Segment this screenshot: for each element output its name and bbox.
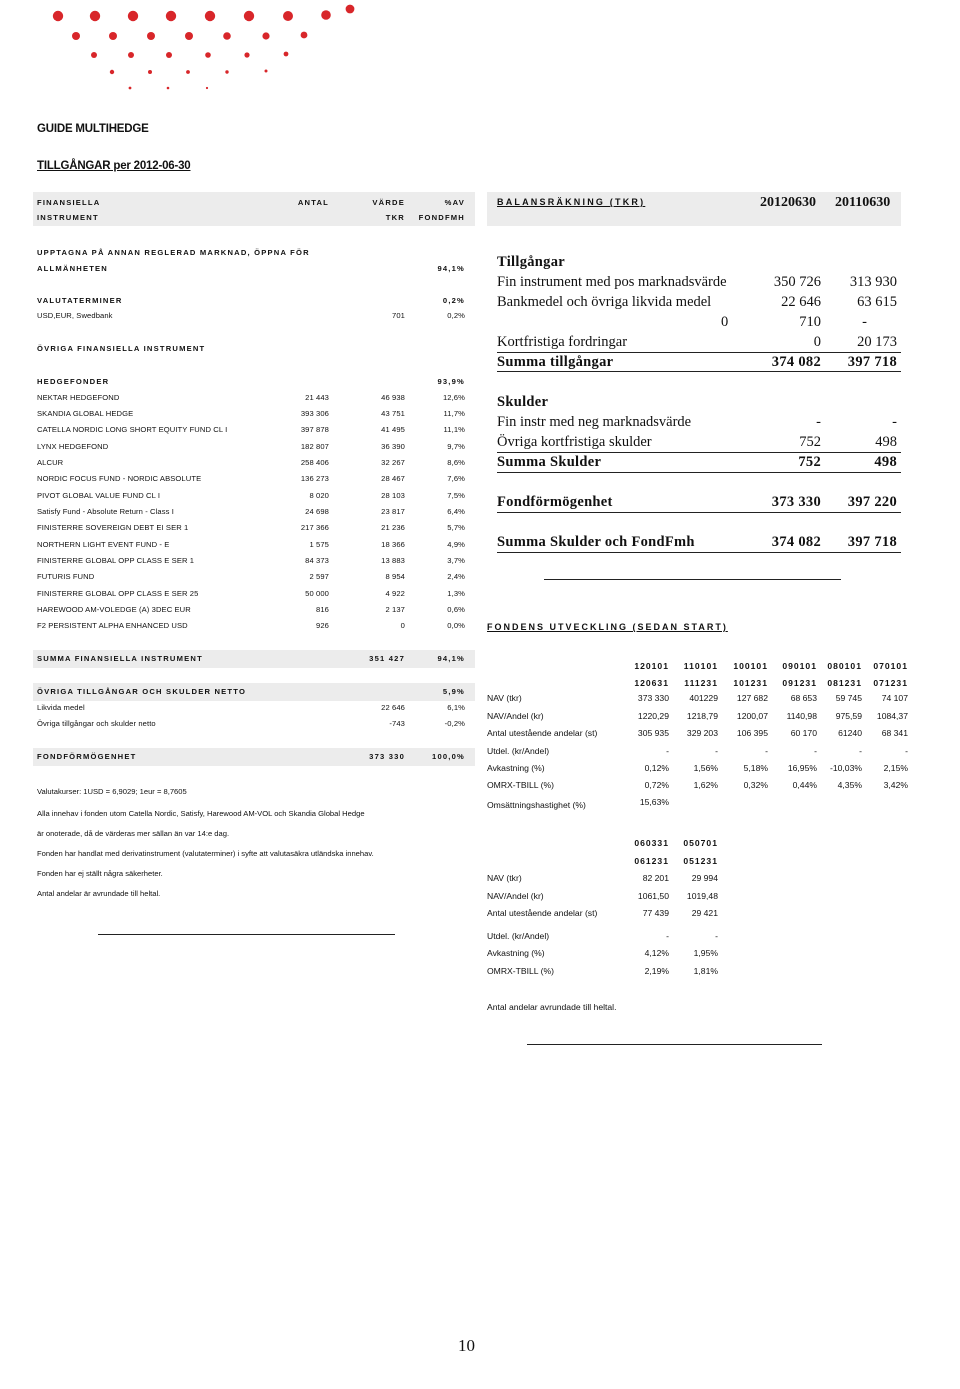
balance-stray-row: 0 710 - xyxy=(721,314,867,330)
dev-row-value: 77 439 xyxy=(642,908,669,918)
dev-row-value: 305 935 xyxy=(637,728,669,738)
decorative-dot xyxy=(205,11,215,21)
fund-capital-row: Fondförmögenhet 373 330 397 220 xyxy=(497,494,897,510)
holding-qty: 1 575 xyxy=(309,540,329,549)
decorative-dot xyxy=(148,70,152,74)
holding-value: 21 236 xyxy=(381,523,405,532)
dev-row-value: 127 682 xyxy=(736,693,768,703)
holding-value: 13 883 xyxy=(381,556,405,565)
dev-table2-header-start: 060331 050701 xyxy=(634,838,718,848)
col-instrument-header: FINANSIELLA xyxy=(37,198,101,207)
decorative-dot xyxy=(129,87,132,90)
holding-row xyxy=(37,621,467,633)
holding-value: 18 366 xyxy=(381,540,405,549)
dev-row-value: - xyxy=(666,931,669,941)
holding-pct: 4,9% xyxy=(447,540,465,549)
dev-row-value: 16,95% xyxy=(787,763,817,773)
balance-year-2: 20110630 xyxy=(835,195,891,210)
note-collateral: Fonden har ej ställt några säkerheter. xyxy=(37,869,163,878)
dev-row-value: 1019,48 xyxy=(686,891,718,901)
decorative-dot xyxy=(109,32,117,40)
holding-name: FINISTERRE GLOBAL OPP CLASS E SER 25 xyxy=(37,589,199,598)
holding-pct: 0,6% xyxy=(447,605,465,614)
holding-qty: 136 273 xyxy=(300,474,329,483)
hedge-section: HEDGEFONDER 93,9% xyxy=(37,377,465,386)
decorative-dot xyxy=(284,52,289,57)
dev-row xyxy=(487,693,908,705)
holdings-title: TILLGÅNGAR per 2012-06-30 xyxy=(37,160,191,172)
holding-value: 8 954 xyxy=(385,572,405,581)
note-valuation: är onoterade, då de värderas mer sällan än var 14:e dag. xyxy=(37,829,230,838)
dev-row-value: 59 745 xyxy=(835,693,862,703)
dev-row-value: 2,19% xyxy=(644,966,669,976)
col-value-header-2: TKR xyxy=(385,213,405,222)
holding-pct: 11,7% xyxy=(443,409,465,418)
fx-item: USD,EUR, Swedbank 701 0,2% xyxy=(37,311,465,320)
dev-row-value: -10,03% xyxy=(829,763,862,773)
decorative-dot xyxy=(223,32,231,40)
dev-row-value: 0,44% xyxy=(792,780,817,790)
other-instruments-section: ÖVRIGA FINANSIELLA INSTRUMENT xyxy=(37,344,206,353)
holding-row xyxy=(37,442,467,454)
col-value-header: VÄRDE xyxy=(372,198,405,207)
dev-row-value: 373 330 xyxy=(637,693,669,703)
dev-row-label: Utdel. (kr/Andel) xyxy=(487,746,550,756)
dev-row-label: Avkastning (%) xyxy=(487,948,545,958)
holding-value: 23 817 xyxy=(381,507,405,516)
col-pct-header: %AV xyxy=(444,198,465,207)
dev-row-label: OMRX-TBILL (%) xyxy=(487,966,555,976)
dev-row-value: 1,95% xyxy=(693,948,718,958)
dev-row-value: 1061,50 xyxy=(637,891,669,901)
dev-row-value: 1218,79 xyxy=(686,711,718,721)
dev-row-label: NAV (tkr) xyxy=(487,693,522,703)
decorative-dot xyxy=(128,52,134,58)
page-number: 10 xyxy=(458,1336,475,1355)
decorative-dot xyxy=(147,32,155,40)
decorative-dot xyxy=(206,87,208,89)
balance-title: BALANSRÄKNING (TKR) xyxy=(497,197,646,207)
total-row: Summa Skulder och FondFmh 374 082 397 718 xyxy=(497,534,897,550)
decorative-dot xyxy=(321,10,331,20)
dev-row-value: 0,72% xyxy=(644,780,669,790)
dev-table1-header-end: 120631 111231 101231 091231 081231 071231 xyxy=(634,678,908,688)
dev-row-value: 2,15% xyxy=(883,763,908,773)
holding-row xyxy=(37,425,467,437)
dev-row-value: 1084,37 xyxy=(876,711,908,721)
dev-row-value: - xyxy=(859,746,862,756)
holding-qty: 182 807 xyxy=(300,442,329,451)
dev-row xyxy=(487,908,901,920)
dev-row-value: 29 421 xyxy=(691,908,718,918)
holding-pct: 6,4% xyxy=(447,507,465,516)
page-title: GUIDE MULTIHEDGE xyxy=(37,123,149,135)
dev-row xyxy=(487,711,908,723)
holding-pct: 3,7% xyxy=(447,556,465,565)
decorative-dot xyxy=(91,52,97,58)
dev-row-value: - xyxy=(765,746,768,756)
dev-row-value: 61240 xyxy=(838,728,862,738)
holding-value: 0 xyxy=(400,621,405,630)
decorative-dot xyxy=(225,70,228,73)
decorative-dot xyxy=(110,70,114,74)
decorative-dot xyxy=(301,32,308,39)
holding-name: ALCUR xyxy=(37,458,64,467)
holding-pct: 11,1% xyxy=(443,425,465,434)
decorative-dot xyxy=(90,11,100,21)
col-instrument-header-2: INSTRUMENT xyxy=(37,213,99,222)
holdings-header-row2 xyxy=(37,213,467,225)
decorative-dot xyxy=(244,52,249,57)
underline xyxy=(497,371,901,372)
decorative-dot xyxy=(346,5,355,14)
sum-row: SUMMA FINANSIELLA INSTRUMENT 351 427 94,1% xyxy=(37,654,465,663)
fund-row: FONDFÖRMÖGENHET 373 330 100,0% xyxy=(37,752,465,761)
dev-row-value: - xyxy=(905,746,908,756)
dev-row-value: 1,81% xyxy=(693,966,718,976)
holding-row xyxy=(37,491,467,503)
balance-row: Fin instrument med pos marknadsvärde 350 726 313 930 xyxy=(497,274,897,290)
dev-row-label: NAV (tkr) xyxy=(487,873,522,883)
col-pct-header-2: FONDFMH xyxy=(418,213,465,222)
decorative-dot xyxy=(265,70,268,73)
dev-row xyxy=(487,728,908,740)
holding-value: 46 938 xyxy=(381,393,405,402)
dev-row-label: OMRX-TBILL (%) xyxy=(487,780,555,790)
dev-row-value: 329 203 xyxy=(686,728,718,738)
note-derivatives: Fonden har handlat med derivatinstrument (valutaterminer) i syfte att valutasäkra utländska innehav. xyxy=(37,849,374,858)
holding-name: CATELLA NORDIC LONG SHORT EQUITY FUND CL I xyxy=(37,425,228,434)
holding-qty: 258 406 xyxy=(300,458,329,467)
dev-row-value: 106 395 xyxy=(736,728,768,738)
holding-row xyxy=(37,458,467,470)
holding-row xyxy=(37,589,467,601)
dev-row-value: 74 107 xyxy=(881,693,908,703)
decorative-dot xyxy=(185,32,193,40)
holding-name: SKANDIA GLOBAL HEDGE xyxy=(37,409,134,418)
dev-row-value: - xyxy=(715,746,718,756)
holding-qty: 24 698 xyxy=(305,507,329,516)
dev-row xyxy=(487,763,908,775)
liabilities-sum-row: Summa Skulder 752 498 xyxy=(497,454,897,470)
holding-name: FINISTERRE GLOBAL OPP CLASS E SER 1 xyxy=(37,556,195,565)
dev-table2-header-end: 061231 051231 xyxy=(634,856,718,866)
holding-pct: 1,3% xyxy=(447,589,465,598)
holdings-header-row1 xyxy=(37,198,467,210)
holding-row xyxy=(37,507,467,519)
dev-row xyxy=(487,966,901,978)
dev-row-value: 5,18% xyxy=(743,763,768,773)
holding-row xyxy=(37,556,467,568)
other-assets-row: Övriga tillgångar och skulder netto -743 -0,2% xyxy=(37,719,465,728)
holding-qty: 816 xyxy=(316,605,329,614)
divider-right xyxy=(544,579,841,580)
holding-qty: 217 366 xyxy=(300,523,329,532)
holding-row xyxy=(37,474,467,486)
holding-qty: 397 878 xyxy=(300,425,329,434)
other-net-row: ÖVRIGA TILLGÅNGAR OCH SKULDER NETTO 5,9% xyxy=(37,687,465,696)
holding-name: NORTHERN LIGHT EVENT FUND - E xyxy=(37,540,170,549)
dev-row xyxy=(487,746,908,758)
holding-value: 36 390 xyxy=(381,442,405,451)
holding-qty: 50 000 xyxy=(305,589,329,598)
underline xyxy=(497,452,901,453)
holding-row xyxy=(37,540,467,552)
holding-row xyxy=(37,572,467,584)
holding-pct: 12,6% xyxy=(442,393,465,402)
dev-row-value: 4,35% xyxy=(837,780,862,790)
holding-row xyxy=(37,605,467,617)
decorative-dot xyxy=(166,11,176,21)
note-holdings: Alla innehav i fonden utom Catella Nordic, Satisfy, Harewood AM-VOL och Skandia Global Hedge xyxy=(37,809,365,818)
holding-value: 2 137 xyxy=(385,605,405,614)
decorative-dot xyxy=(262,32,269,39)
dev-row-value: 1140,98 xyxy=(786,711,817,721)
dev-row-value: 1220,29 xyxy=(637,711,669,721)
dev-row-value: 4,12% xyxy=(644,948,669,958)
holding-pct: 2,4% xyxy=(447,572,465,581)
listed-section-line2: ALLMÄNHETEN 94,1% xyxy=(37,264,465,273)
assets-title: Tillgångar xyxy=(497,254,565,270)
dev-row xyxy=(487,891,901,903)
cash-row: Likvida medel 22 646 6,1% xyxy=(37,703,465,712)
decorative-dot xyxy=(244,11,254,21)
dev-row-value: 3,42% xyxy=(883,780,908,790)
holding-value: 41 495 xyxy=(381,425,405,434)
holding-row xyxy=(37,409,467,421)
dev-row xyxy=(487,948,901,960)
dev-row-value: 401229 xyxy=(689,693,718,703)
holding-name: HAREWOOD AM-VOLEDGE (A) 3DEC EUR xyxy=(37,605,191,614)
dev-row-value: 0,32% xyxy=(743,780,768,790)
holding-qty: 393 306 xyxy=(300,409,329,418)
dev-row xyxy=(487,780,908,792)
note-fx: Valutakurser: 1USD = 6,9029; 1eur = 8,7605 xyxy=(37,787,187,796)
dev-row-value: 0,12% xyxy=(644,763,669,773)
holding-pct: 5,7% xyxy=(447,523,465,532)
dev-row xyxy=(487,931,901,943)
holding-value: 32 267 xyxy=(381,458,405,467)
decorative-dot xyxy=(283,11,293,21)
dev-row-label: NAV/Andel (kr) xyxy=(487,711,544,721)
decorative-dot xyxy=(186,70,190,74)
holding-pct: 8,6% xyxy=(447,458,465,467)
listed-section-line1: UPPTAGNA PÅ ANNAN REGLERAD MARKNAD, ÖPPNA FÖR xyxy=(37,248,310,257)
holding-pct: 0,0% xyxy=(447,621,465,630)
dev-row-value: 1,62% xyxy=(693,780,718,790)
dev-row-label: Avkastning (%) xyxy=(487,763,545,773)
decorative-dot xyxy=(205,52,211,58)
dev-row-value: - xyxy=(814,746,817,756)
holding-row xyxy=(37,523,467,535)
decorative-dot xyxy=(166,52,172,58)
col-qty-header: ANTAL xyxy=(297,198,329,207)
holding-name: NORDIC FOCUS FUND - NORDIC ABSOLUTE xyxy=(37,474,202,483)
balance-row: Kortfristiga fordringar 0 20 173 xyxy=(497,334,897,350)
holding-value: 43 751 xyxy=(381,409,405,418)
dev-row-value: 68 653 xyxy=(790,693,817,703)
decorative-dot xyxy=(128,11,138,21)
turnover-row: Omsättningshastighet (%) 15,63% xyxy=(487,797,669,810)
development-title: FONDENS UTVECKLING (SEDAN START) xyxy=(487,622,728,632)
underline xyxy=(497,512,901,513)
dev-row-value: 60 170 xyxy=(790,728,817,738)
underline xyxy=(497,552,901,553)
divider-left xyxy=(98,934,395,935)
holding-qty: 926 xyxy=(316,621,329,630)
holding-qty: 8 020 xyxy=(309,491,329,500)
holding-value: 28 467 xyxy=(381,474,405,483)
holding-pct: 9,7% xyxy=(447,442,465,451)
balance-row: Fin instr med neg marknadsvärde - - xyxy=(497,414,897,430)
assets-sum-row: Summa tillgångar 374 082 397 718 xyxy=(497,354,897,370)
underline xyxy=(497,472,901,473)
liabilities-title: Skulder xyxy=(497,394,549,410)
decorative-dot xyxy=(167,87,170,90)
note-rounding: Antal andelar är avrundade till heltal. xyxy=(37,889,161,898)
dev-row-value: 68 341 xyxy=(881,728,908,738)
holding-name: FINISTERRE SOVEREIGN DEBT EI SER 1 xyxy=(37,523,189,532)
dev-row-label: Antal utestående andelar (st) xyxy=(487,908,598,918)
dev-row-value: 82 201 xyxy=(642,873,669,883)
balance-row: Övriga kortfristiga skulder 752 498 xyxy=(497,434,897,450)
holding-name: NEKTAR HEDGEFOND xyxy=(37,393,120,402)
dev-footnote: Antal andelar avrundade till heltal. xyxy=(487,1002,617,1012)
holding-qty: 2 597 xyxy=(309,572,329,581)
divider-right-bottom xyxy=(527,1044,822,1045)
holding-name: FUTURIS FUND xyxy=(37,572,95,581)
balance-year-1: 20120630 xyxy=(760,195,816,210)
holding-qty: 84 373 xyxy=(305,556,329,565)
dev-row-label: NAV/Andel (kr) xyxy=(487,891,544,901)
decorative-dot xyxy=(53,11,63,21)
dev-row xyxy=(487,873,901,885)
holding-pct: 7,5% xyxy=(447,491,465,500)
dev-row-value: - xyxy=(666,746,669,756)
fx-section: VALUTATERMINER 0,2% xyxy=(37,296,465,305)
decorative-dot xyxy=(72,32,80,40)
holding-name: Satisfy Fund - Absolute Return - Class I xyxy=(37,507,174,516)
dev-row-label: Utdel. (kr/Andel) xyxy=(487,931,550,941)
underline xyxy=(497,352,901,353)
dev-row-value: 1,56% xyxy=(693,763,718,773)
holding-row xyxy=(37,393,467,405)
holding-qty: 21 443 xyxy=(305,393,329,402)
dev-row-label: Antal utestående andelar (st) xyxy=(487,728,598,738)
holding-name: LYNX HEDGEFOND xyxy=(37,442,109,451)
dev-table1-header-start: 120101 110101 100101 090101 080101 070101 xyxy=(634,661,908,671)
dev-row-value: - xyxy=(715,931,718,941)
holding-name: F2 PERSISTENT ALPHA ENHANCED USD xyxy=(37,621,188,630)
holding-pct: 7,6% xyxy=(447,474,465,483)
holding-value: 4 922 xyxy=(385,589,405,598)
dev-row-value: 1200,07 xyxy=(736,711,768,721)
holding-name: PIVOT GLOBAL VALUE FUND CL I xyxy=(37,491,161,500)
dev-row-value: 29 994 xyxy=(691,873,718,883)
dev-row-value: 975,59 xyxy=(835,711,862,721)
holding-value: 28 103 xyxy=(381,491,405,500)
balance-row: Bankmedel och övriga likvida medel 22 646 63 615 xyxy=(497,294,897,310)
